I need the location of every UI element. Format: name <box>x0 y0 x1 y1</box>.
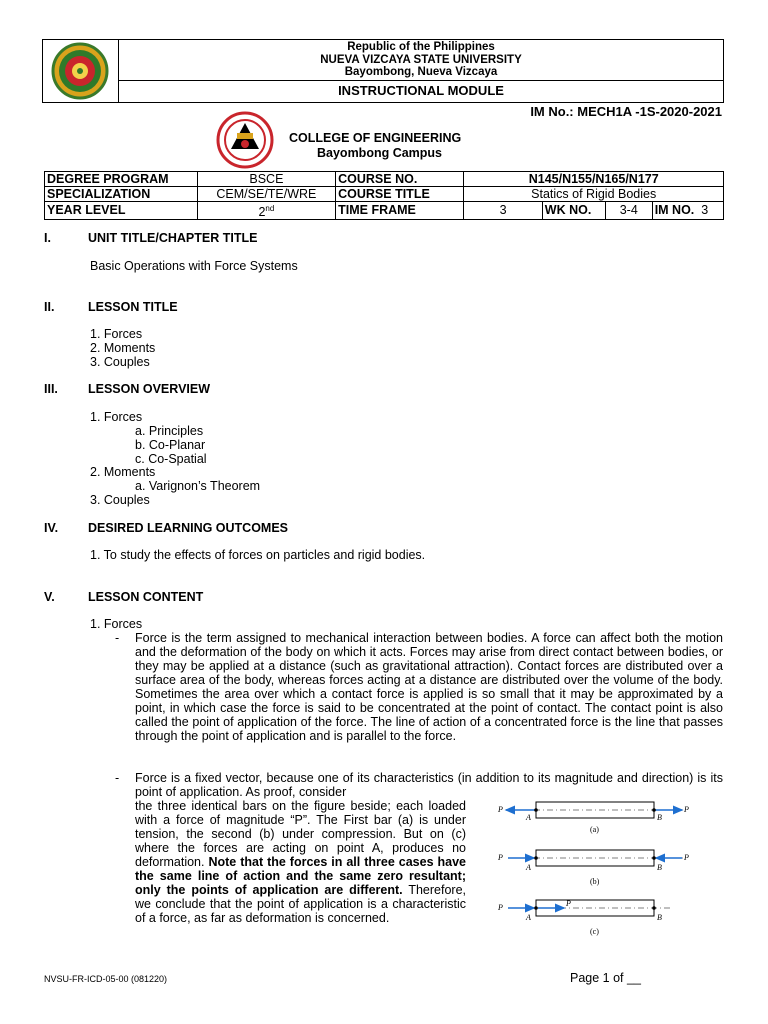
im-number: IM No.: MECH1A -1S-2020-2021 <box>530 104 722 119</box>
college-block <box>289 131 461 161</box>
year-level-value: 2nd <box>197 202 335 220</box>
label-p: P <box>498 853 503 862</box>
university-address: Bayombong, Nueva Vizcaya <box>344 66 498 78</box>
label-p: P <box>684 805 689 814</box>
form-code: NVSU-FR-ICD-05-00 (081220) <box>44 974 168 984</box>
header-box <box>42 39 724 103</box>
header-text <box>119 40 723 79</box>
university-logo-cell <box>43 40 119 102</box>
overview-subitem: a. Varignon’s Theorem <box>135 479 261 493</box>
label-p: P <box>684 853 689 862</box>
course-info-table <box>44 171 724 220</box>
unit-title-text: Basic Operations with Force Systems <box>90 259 298 273</box>
time-frame-value: 3 <box>464 202 542 220</box>
time-frame-label: TIME FRAME <box>336 202 464 220</box>
force-definition-paragraph: Force is the term assigned to mechanical interaction between bodies. A force can affect both the motion and the deformation of the body on which it acts. Forces may arise from direct contact between bodies, or they may be applied at a distance (such as gravitational attraction). Contact forces are distributed over a surface area of the body, whereas forces acting at a distance are distributed over the volume of the body. Sometimes the area over which a contact force is applied is so small that it may be approximated by a point, in which case the force is said to be concentrated at the point of contact. The contact point is also called the point of application of the force. The line of action of a concentrated force is the line that passes through the point of application and is parallel to the force. <box>135 631 723 743</box>
label-b: B <box>657 913 662 922</box>
college-seal-icon <box>207 111 283 169</box>
specialization-value: CEM/SE/TE/WRE <box>197 187 335 202</box>
degree-value: BSCE <box>197 172 335 187</box>
caption-b: (b) <box>590 877 600 886</box>
label-p: P <box>566 899 571 908</box>
university-seal-icon <box>43 40 118 102</box>
bar-c <box>508 900 672 916</box>
year-level-label: YEAR LEVEL <box>45 202 198 220</box>
week-no-value: 3-4 <box>605 202 652 220</box>
label-b: B <box>657 813 662 822</box>
overview-item: 2. Moments <box>90 465 156 479</box>
lesson-title-item: 1. Forces <box>90 327 143 341</box>
module-title: INSTRUCTIONAL MODULE <box>338 83 504 98</box>
bullet-dash: - <box>115 631 120 645</box>
overview-subitem: b. Co-Planar <box>135 438 206 452</box>
overview-item: 3. Couples <box>90 493 150 507</box>
fixed-vector-paragraph: the three identical bars on the figure beside; each loaded with a force of magnitude “P”. The First bar (a) is under tension, the second (b) under compression. But on (c) where the forces are acting on point A, produces no deformation. Note that the forces in all three cases have the same line of action and the same zero resultant; only the points of application are different. Therefore, we conclude that the point of application is a characteristic of a force, as far as deformation is concerned. <box>135 799 466 925</box>
lesson-title-item: 2. Moments <box>90 341 156 355</box>
header-divider <box>119 80 723 81</box>
overview-subitem: a. Principles <box>135 424 204 438</box>
overview-item: 1. Forces <box>90 410 143 424</box>
label-a: A <box>526 863 531 872</box>
week-no-label: WK NO. <box>542 202 605 220</box>
university-name: NUEVA VIZCAYA STATE UNIVERSITY <box>320 53 522 66</box>
fixed-vector-paragraph-intro: Force is a fixed vector, because one of its characteristics (in addition to its magnitude and direction) is its point of application. As proof, consider <box>135 771 723 799</box>
learning-outcome-item: 1. To study the effects of forces on particles and rigid bodies. <box>90 548 426 562</box>
campus-name: Bayombong Campus <box>317 146 443 160</box>
bars-figure <box>492 796 702 946</box>
overview-subitem: c. Co-Spatial <box>135 452 207 466</box>
specialization-label: SPECIALIZATION <box>45 187 198 202</box>
course-no-value: N145/N155/N165/N177 <box>464 172 724 187</box>
lesson-title-item: 3. Couples <box>90 355 150 369</box>
degree-label: DEGREE PROGRAM <box>45 172 198 187</box>
course-title-value: Statics of Rigid Bodies <box>464 187 724 202</box>
college-name: COLLEGE OF ENGINEERING <box>289 131 462 145</box>
label-p: P <box>498 903 503 912</box>
course-no-label: COURSE NO. <box>336 172 464 187</box>
republic-line: Republic of the Philippines <box>347 41 495 53</box>
label-a: A <box>526 913 531 922</box>
course-title-label: COURSE TITLE <box>336 187 464 202</box>
caption-c: (c) <box>590 927 599 936</box>
bullet-dash: - <box>115 771 120 785</box>
caption-a: (a) <box>590 825 599 834</box>
label-a: A <box>526 813 531 822</box>
content-item-forces: 1. Forces <box>90 617 143 631</box>
label-p: P <box>498 805 503 814</box>
label-b: B <box>657 863 662 872</box>
page-number: Page 1 of __ <box>570 971 641 985</box>
im-no-cell: IM NO. 3 <box>652 202 723 220</box>
